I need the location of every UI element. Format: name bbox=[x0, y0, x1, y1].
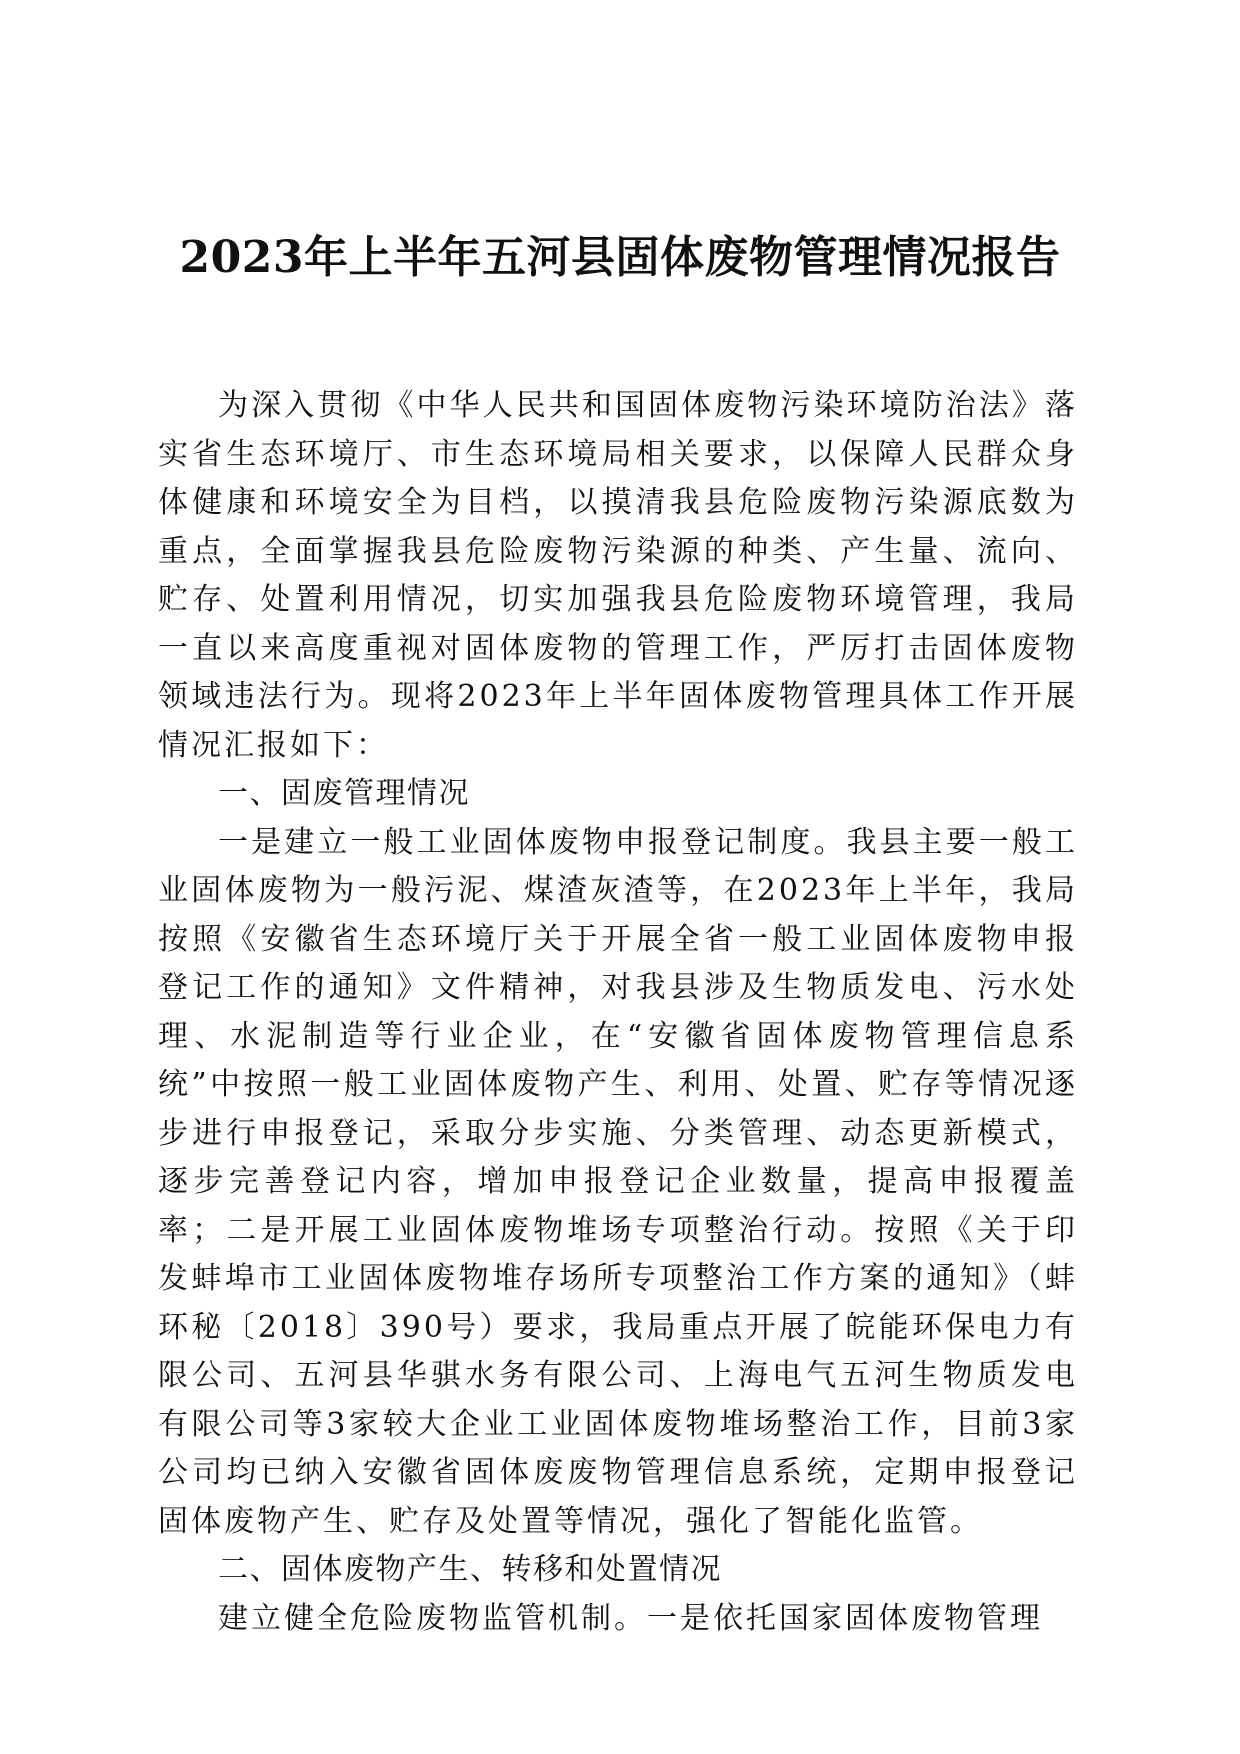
section-2-paragraph: 建立健全危险废物监管机制。一是依托国家固体废物管理 bbox=[218, 1600, 1043, 1636]
section-heading-2: 二、固体废物产生、转移和处置情况 bbox=[218, 1552, 722, 1587]
section-heading-1: 一、固废管理情况 bbox=[218, 776, 470, 811]
document-title: 2023年上半年五河县固体废物管理情况报告 bbox=[179, 232, 1061, 283]
section-1-paragraph: 一是建立一般工业固体废物申报登记制度。我县主要一般工业固体废物为一般污泥、煤渣灰渣等，在2023年上半年，我局按照《安徽省生态环境厅关于开展全省一般工业固体废物申报登记工作的通知》文件精神，对我县涉及生物质发电、污水处理、水泥制造等行业企业，在“安徽省固体废物管理信息系统”中按照一般工业固体废物产生、利用、处置、贮存等情况逐步进行申报登记，采取分步实施、分类管理、动态更新模式，逐步完善登记内容，增加申报登记企业数量，提高申报覆盖率；二是开展工业固体废物堆场专项整治行动。按照《关于印发蚌埠市工业固体废物堆存场所专项整治工作方案的通知》（蚌环秘〔2018〕390号）要求，我局重点开展了皖能环保电力有限公司、五河县华骐水务有限公司、上海电气五河生物质发电有限公司等3家较大企业工业固体废物堆场整治工作，目前3家公司均已纳入安徽省固体废废物管理信息系统，定期申报登记固体废物产生、贮存及处置等情况，强化了智能化监管。 bbox=[158, 824, 1078, 1539]
document-body bbox=[158, 382, 1078, 1643]
intro-paragraph: 为深入贯彻《中华人民共和国固体废物污染环境防治法》落实省生态环境厅、市生态环境局相关要求，以保障人民群众身体健康和环境安全为目档，以摸清我县危险废物污染源底数为重点，全面掌握我县危险废物污染源的种类、产生量、流向、贮存、处置利用情况，切实加强我县危险废物环境管理，我局一直以来高度重视对固体废物的管理工作，严厉打击固体废物领域违法行为。现将2023年上半年固体废物管理具体工作开展情况汇报如下： bbox=[158, 388, 1078, 763]
